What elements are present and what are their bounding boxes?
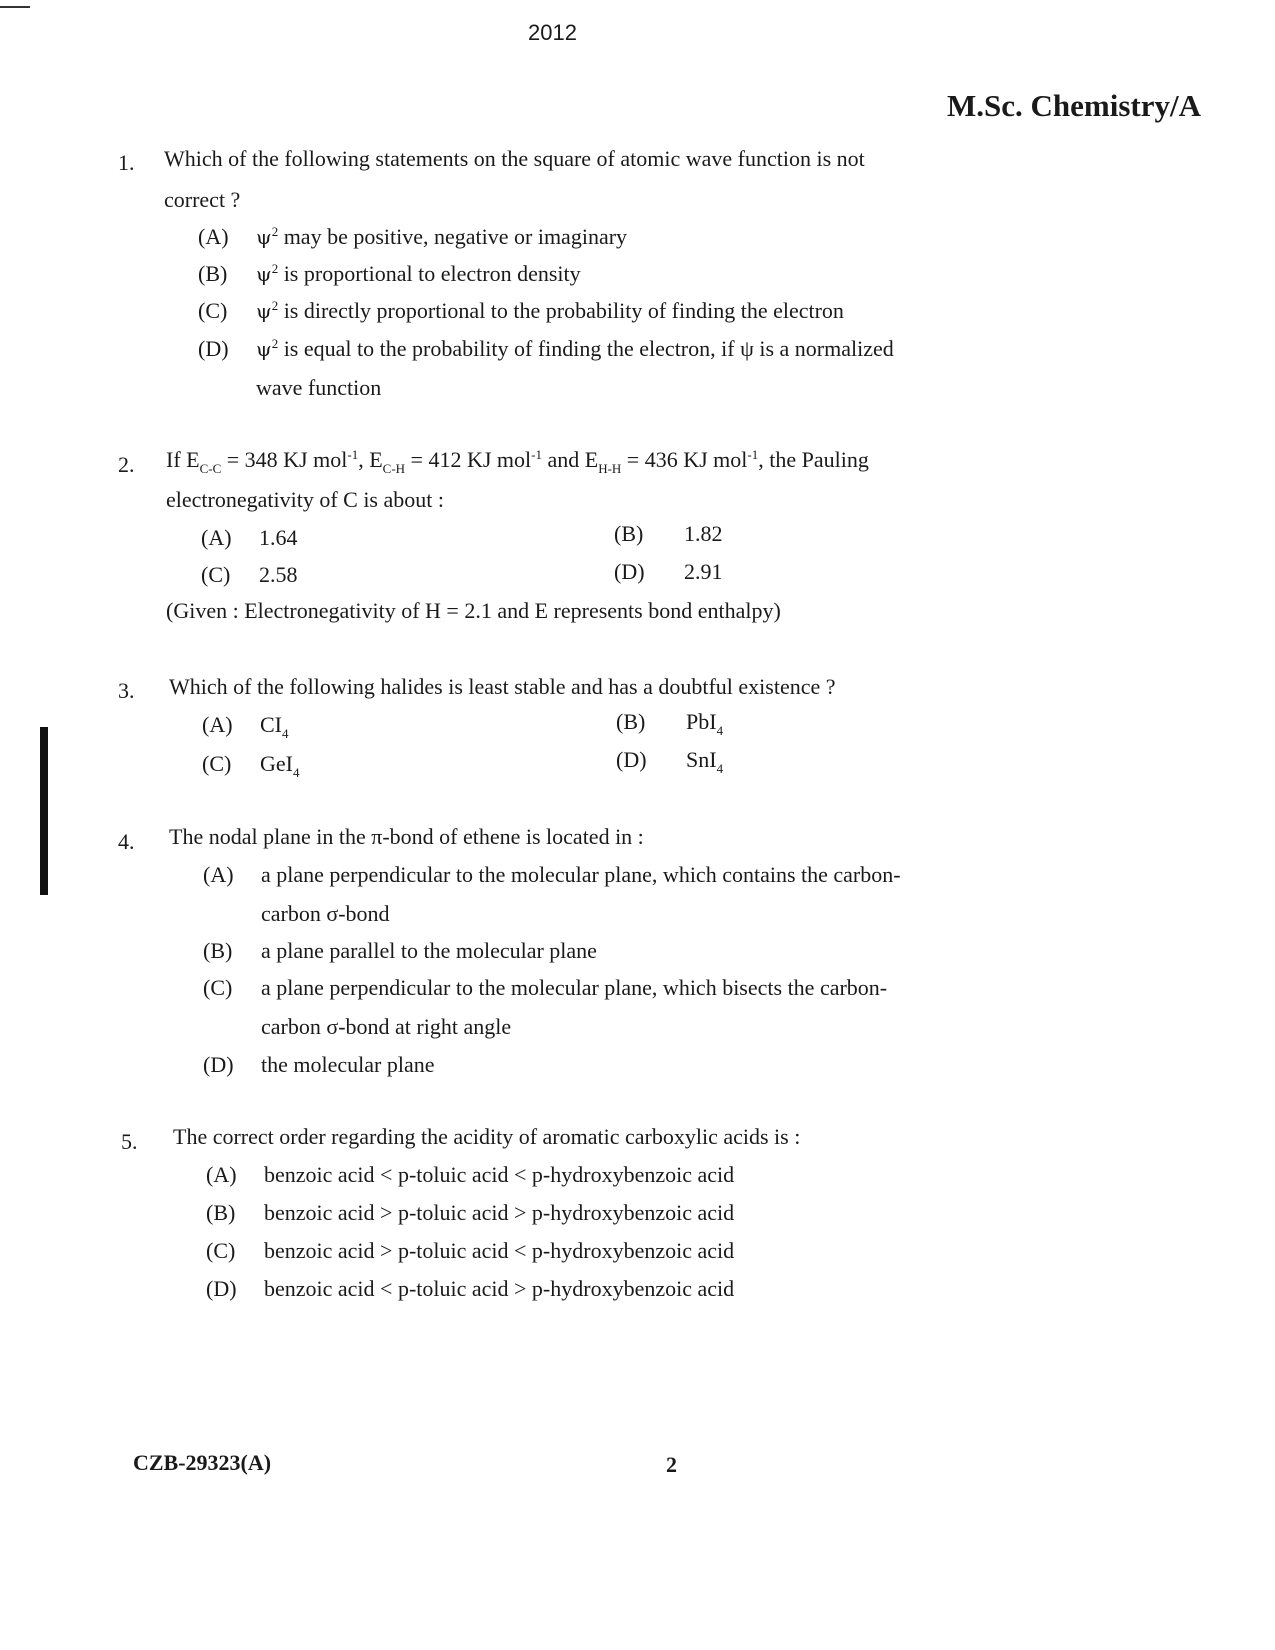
option-label: (C): [203, 975, 233, 1000]
question-text: The nodal plane in the π-bond of ethene is located in :: [169, 824, 644, 849]
option-label: (A): [198, 224, 229, 249]
option-d: [616, 747, 724, 776]
superscript: 2: [271, 261, 279, 276]
option-a-cont: carbon σ-bond: [261, 901, 390, 926]
option-label: (C): [201, 562, 231, 587]
option-b: [614, 521, 723, 547]
question-text: Which of the following statements on the square of atomic wave function is not: [164, 146, 865, 171]
psi-symbol: ψ: [256, 299, 272, 323]
superscript: 2: [271, 298, 279, 313]
superscript: 2: [271, 224, 279, 239]
question-number: 3.: [118, 678, 135, 703]
text-part: = 412 KJ mol: [405, 447, 532, 472]
subscript: 4: [292, 765, 300, 780]
subscript: 4: [716, 761, 724, 776]
option-label: (A): [203, 862, 234, 887]
option-c-cont: carbon σ-bond at right angle: [261, 1014, 512, 1039]
option-d: [198, 336, 894, 362]
option-text: is equal to the probability of finding the electron, if ψ is a normalized: [278, 336, 894, 361]
option-text: a plane perpendicular to the molecular plane, which contains the carbon-: [261, 862, 901, 887]
option-text: benzoic acid > p-toluic acid > p-hydroxybenzoic acid: [264, 1200, 735, 1225]
formula: CI: [260, 712, 282, 737]
option-label: (D): [614, 559, 645, 584]
superscript: -1: [531, 447, 542, 462]
option-label: (B): [203, 938, 233, 963]
exam-year: 2012: [528, 20, 577, 45]
text-part: If E: [166, 447, 200, 472]
option-label: (D): [203, 1052, 234, 1077]
option-d: [203, 1052, 434, 1078]
option-label: (D): [616, 747, 647, 772]
subscript: C-H: [382, 461, 406, 476]
subscript: 4: [282, 726, 289, 741]
option-a: [202, 712, 289, 741]
superscript: 2: [271, 336, 279, 351]
option-label: (B): [614, 521, 644, 546]
scan-binding-mark: [40, 727, 48, 895]
option-label: (D): [206, 1276, 237, 1301]
text-part: and E: [541, 447, 599, 472]
subscript: C-C: [199, 461, 222, 476]
question-text-cont: correct ?: [164, 187, 241, 212]
formula: GeI: [260, 751, 293, 776]
option-text: a plane perpendicular to the molecular plane, which bisects the carbon-: [261, 975, 888, 1000]
psi-symbol: ψ: [256, 337, 272, 361]
formula: SnI: [686, 747, 717, 772]
psi-symbol: ψ: [256, 225, 272, 249]
text-part: = 348 KJ mol: [221, 447, 348, 472]
option-b: [616, 709, 724, 738]
option-c: [201, 562, 298, 588]
option-label: (A): [201, 525, 232, 550]
question-number: 4.: [118, 829, 135, 854]
option-c: [202, 751, 300, 780]
option-text: the molecular plane: [261, 1052, 435, 1077]
option-c: [206, 1238, 734, 1264]
option-text: 1.82: [684, 521, 723, 546]
option-d: [206, 1276, 734, 1302]
option-text: benzoic acid < p-toluic acid > p-hydroxybenzoic acid: [264, 1276, 735, 1301]
option-b: [203, 938, 597, 964]
question-text: [166, 447, 869, 476]
superscript: -1: [347, 447, 359, 462]
option-d: [614, 559, 723, 585]
superscript: -1: [747, 447, 759, 462]
subscript: 4: [716, 723, 724, 738]
option-label: (C): [202, 751, 232, 776]
option-label: (B): [206, 1200, 236, 1225]
question-number: 1.: [118, 150, 135, 175]
scan-mark: [0, 6, 30, 8]
question-number: 5.: [121, 1129, 138, 1154]
text-part: , the Pauling: [758, 447, 869, 472]
psi-symbol: ψ: [256, 262, 272, 286]
formula: PbI: [686, 709, 717, 734]
option-label: (B): [198, 261, 228, 286]
given-note: (Given : Electronegativity of H = 2.1 and E represents bond enthalpy): [166, 598, 781, 623]
option-b: [206, 1200, 734, 1226]
option-text: may be positive, negative or imaginary: [278, 224, 628, 249]
option-text: is directly proportional to the probability of finding the electron: [278, 298, 844, 323]
question-number: 2.: [118, 452, 135, 477]
option-b: [198, 261, 581, 287]
option-a: [201, 525, 298, 551]
option-text: 2.91: [684, 559, 723, 584]
option-text: 1.64: [259, 525, 298, 550]
option-text: benzoic acid < p-toluic acid < p-hydroxybenzoic acid: [264, 1162, 735, 1187]
page-number: 2: [666, 1452, 677, 1477]
option-c: [198, 298, 844, 324]
booklet-code: CZB-29323(A): [133, 1450, 272, 1475]
subject-title: M.Sc. Chemistry/A: [947, 88, 1201, 123]
option-a: [206, 1162, 734, 1188]
option-label: (D): [198, 336, 229, 361]
option-label: (A): [202, 712, 233, 737]
option-label: (C): [206, 1238, 236, 1263]
question-text: The correct order regarding the acidity of aromatic carboxylic acids is :: [173, 1124, 801, 1149]
option-text: is proportional to electron density: [278, 261, 581, 286]
subscript: H-H: [598, 461, 622, 476]
option-text: benzoic acid > p-toluic acid < p-hydroxybenzoic acid: [264, 1238, 735, 1263]
option-label: (A): [206, 1162, 237, 1187]
text-part: = 436 KJ mol: [621, 447, 748, 472]
option-a: [198, 224, 627, 250]
option-text: 2.58: [259, 562, 298, 587]
question-text: Which of the following halides is least stable and has a doubtful existence ?: [169, 674, 836, 699]
option-c: [203, 975, 887, 1001]
option-label: (B): [616, 709, 646, 734]
option-text: a plane parallel to the molecular plane: [261, 938, 597, 963]
question-text-cont: electronegativity of C is about :: [166, 487, 444, 512]
option-label: (C): [198, 298, 228, 323]
option-d-cont: wave function: [256, 375, 382, 400]
text-part: , E: [358, 447, 383, 472]
option-a: [203, 862, 901, 888]
